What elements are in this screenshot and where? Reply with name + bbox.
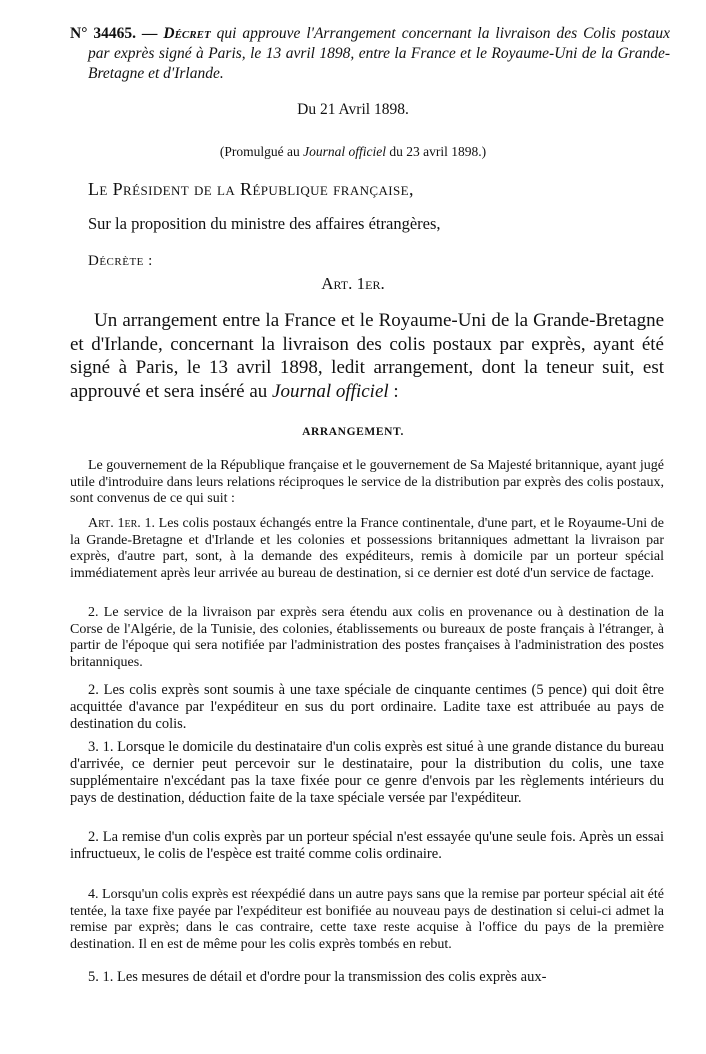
article-title: Art. 1er.: [321, 274, 385, 293]
decree-title: qui approuve l'Arrangement concernant la livraison des Colis postaux par exprès signé à Paris, le 13 avril 1898, entre la France et le Royaume-Uni de la Grande-Bretagne et d'Irlande.: [88, 25, 671, 82]
promulgation-after: du 23 avril 1898.): [385, 144, 487, 159]
decree-date: Du 21 Avril 1898.: [297, 101, 409, 118]
article-3-paragraph-2: 2. La remise d'un colis exprès par un porteur spécial n'est essayée qu'une seule fois. Après un essai infructueux, le colis de l'espèce est traité comme colis ordinaire.: [70, 829, 664, 862]
decree-header: [70, 24, 670, 84]
president-heading: Le Président de la République française,: [88, 179, 414, 199]
main-paragraph-journal: Journal officiel: [272, 380, 389, 402]
main-paragraph-text: Un arrangement entre la France et le Royaume-Uni de la Grande-Bretagne et d'Irlande, concernant la livraison des colis postaux par exprès, ayant été signé à Paris, le 13 avril 1898, ledit arrangement, dont la teneur suit, est approuvé et sera inséré au: [70, 310, 664, 402]
intro-paragraph: Le gouvernement de la République française et le gouvernement de Sa Majesté britannique, ayant jugé utile d'introduire dans leurs relations réciproques le service de la distribution par exprès des colis postaux, sont convenus de ce qui suit :: [70, 458, 664, 506]
decret-word: Décret: [163, 25, 211, 42]
proposition-line: Sur la proposition du ministre des affaires étrangères,: [88, 214, 441, 233]
article-1-paragraph-2: 2. Le service de la livraison par exprès sera étendu aux colis en provenance ou à destination de la Corse de l'Algérie, de la Tunisie, des colonies, établissements ou bureaux de poste français à l'étranger, à partir de l'époque qui sera notifiée par l'administration des postes françaises à l'administration des postes britanniques.: [70, 605, 664, 670]
article-1-label: Art. 1er.: [88, 516, 141, 531]
article-3-paragraph-1: 3. 1. Lorsque le domicile du destinataire d'un colis exprès est situé à une grande distance du bureau d'arrivée, ce dernier peut percevoir sur le destinataire, pour la distribution du colis, une taxe supplémentaire n'excédant pas la taxe fixée pour ce genre d'envois par les règlements intérieurs du pays de destination, déduction faite de la taxe spéciale versée par l'expéditeur.: [70, 739, 664, 806]
main-paragraph: [70, 309, 664, 403]
article-1-paragraph-1: [70, 516, 664, 582]
decrete-label: Décrète :: [88, 253, 153, 269]
article-5-paragraph: 5. 1. Les mesures de détail et d'ordre pour la transmission des colis exprès aux-: [88, 969, 547, 985]
promulgation-note: [0, 144, 706, 160]
main-paragraph-end: :: [388, 380, 399, 402]
promulgation-journal: Journal officiel: [303, 144, 386, 159]
article-1-text: 1. Les colis postaux échangés entre la France continentale, d'une part, et le Royaume-Uni de la Grande-Bretagne et d'Irlande et les colonies et possessions britanniques admettant la livraison par exprès, d'autre part, sont, à la demande des expéditeurs, remis à domicile par un porteur spécial immédiatement après leur arrivée au bureau de destination, si ce dernier est doté d'un service de factage.: [70, 516, 664, 581]
decree-header-text: [70, 24, 670, 84]
article-2-paragraph: 2. Les colis exprès sont soumis à une taxe spéciale de cinquante centimes (5 pence) qui doit être acquittée d'avance par l'expéditeur en sus du port ordinaire. Ladite taxe est attribuée au pays de destination du colis.: [70, 682, 664, 732]
decree-number: N° 34465. —: [70, 25, 158, 42]
arrangement-title: ARRANGEMENT.: [302, 426, 404, 438]
promulgation-before: (Promulgué au: [219, 144, 304, 159]
article-4-paragraph: 4. Lorsqu'un colis exprès est réexpédié dans un autre pays sans que la remise par porteur spécial ait été tentée, la taxe fixe payée par l'expéditeur est bonifiée au nouveau pays de destination si celui-ci admet la remise par exprès; dans le cas contraire, cette taxe reste acquise à l'office du pays de la première destination. Il en est de même pour les colis exprès tombés en rebut.: [70, 887, 664, 952]
